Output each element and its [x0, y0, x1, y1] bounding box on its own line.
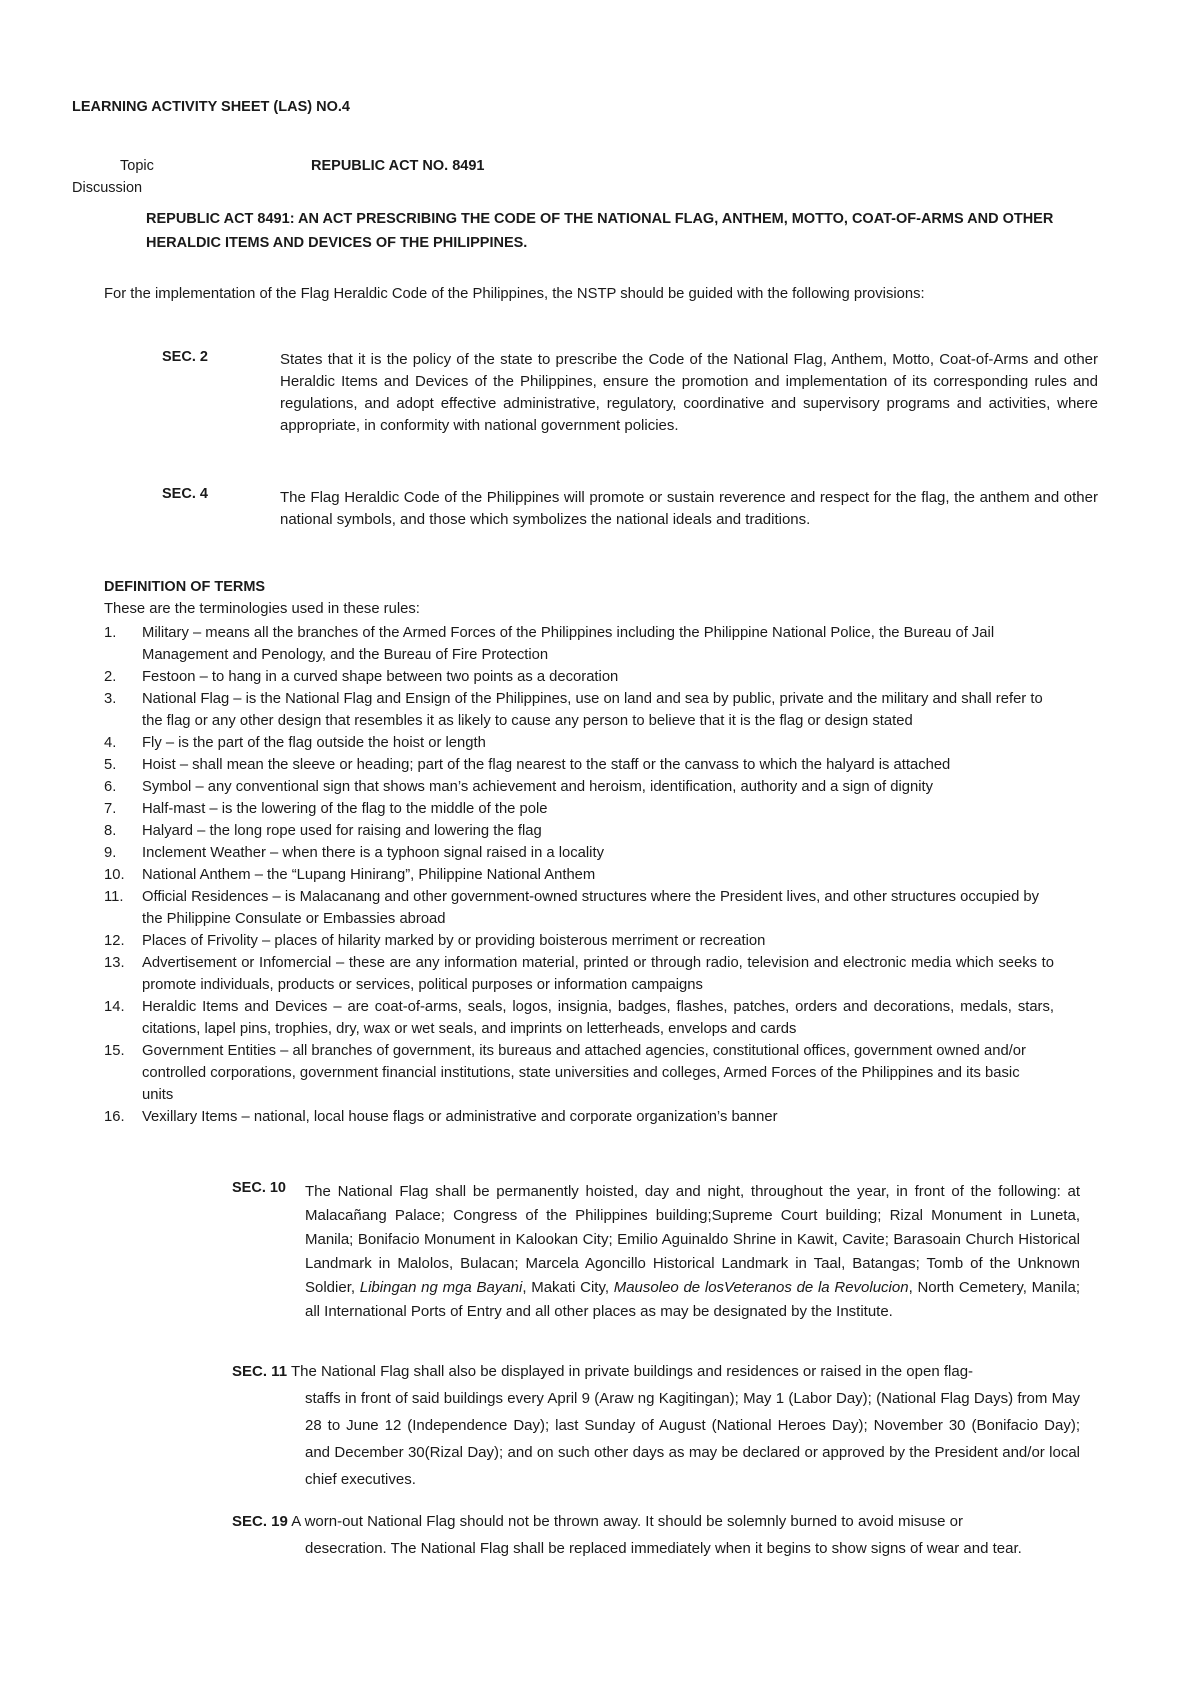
sec10-text-part: , North Cemetery, Manila; all International Ports of Entry and all other places as may be designated by the Institute. [305, 1279, 1080, 1320]
list-item [104, 952, 1054, 996]
item-number: 1. [104, 625, 117, 641]
list-item [104, 754, 1054, 776]
item-text: Heraldic Items and Devices – are coat-of-arms, seals, logos, insignia, badges, flashes, patches, orders and decorations, medals, stars, citations, lapel pins, trophies, dry, wax or wet seals, and imprints on letterheads, envelops and cards [142, 999, 1054, 1037]
list-item [104, 1040, 1054, 1106]
list-item [104, 622, 1054, 666]
list-item [104, 820, 1054, 842]
item-text: Halyard – the long rope used for raising and lowering the flag [142, 823, 542, 839]
topic-value: REPUBLIC ACT NO. 8491 [311, 158, 485, 174]
list-item [104, 886, 1054, 930]
item-text: Advertisement or Infomercial – these are any information material, printed or through radio, television and electronic media which seeks to promote individuals, products or services, political purposes or information campaigns [142, 955, 1054, 993]
list-item [104, 798, 1054, 820]
sec10-text [305, 1180, 1080, 1324]
item-number: 4. [104, 735, 117, 751]
item-number: 14. [104, 999, 125, 1015]
item-number: 10. [104, 867, 125, 883]
item-number: 6. [104, 779, 117, 795]
item-number: 15. [104, 1043, 125, 1059]
item-text: Hoist – shall mean the sleeve or heading; part of the flag nearest to the staff or the canvass to which the halyard is attached [142, 757, 951, 773]
item-text: Half-mast – is the lowering of the flag to the middle of the pole [142, 801, 548, 817]
sec19-block [232, 1508, 1100, 1562]
sec4-label: SEC. 4 [162, 486, 208, 502]
item-text: Symbol – any conventional sign that shows man’s achievement and heroism, identification, authority and a sign of dignity [142, 779, 933, 795]
item-text: National Anthem – the “Lupang Hinirang”, Philippine National Anthem [142, 867, 596, 883]
sec11-block [232, 1358, 1080, 1493]
item-number: 16. [104, 1109, 125, 1125]
sec19-label: SEC. 19 [232, 1513, 288, 1530]
sec4-text: The Flag Heraldic Code of the Philippines will promote or sustain reverence and respect for the flag, the anthem and other national symbols, and those which symbolizes the national ideals and traditions. [280, 489, 1098, 528]
definitions-heading: DEFINITION OF TERMS [104, 579, 266, 595]
sec10-text-part: , Makati City, [522, 1279, 614, 1296]
list-item [104, 776, 1054, 798]
list-item [104, 930, 1054, 952]
list-item [104, 688, 1054, 732]
item-text: Fly – is the part of the flag outside the hoist or length [142, 735, 486, 751]
item-number: 3. [104, 691, 117, 707]
item-number: 13. [104, 955, 125, 971]
sec19-text: desecration. The National Flag shall be replaced immediately when it begins to show signs of wear and tear. [305, 1540, 1022, 1557]
sec2-label: SEC. 2 [162, 349, 208, 365]
act-title: REPUBLIC ACT 8491: AN ACT PRESCRIBING THE CODE OF THE NATIONAL FLAG, ANTHEM, MOTTO, COAT-OF-ARMS AND OTHER HERALDIC ITEMS AND DEVICES OF THE PHILIPPINES. [146, 211, 1054, 251]
definitions-list [104, 622, 1054, 1128]
sec10-italic-part: Mausoleo de losVeteranos de la Revolucion [613, 1279, 909, 1296]
item-text: National Flag – is the National Flag and Ensign of the Philippines, use on land and sea by public, private and the military and shall refer to the flag or any other design that resembles it as likely to cause any person to believe that it is the flag or design stated [142, 691, 1043, 729]
item-number: 5. [104, 757, 117, 773]
sec10-text-part: The National Flag shall be permanently hoisted, day and night, throughout the year, in front of the following: at Malacañang Palace; Congress of the Philippines building;Supreme Court building; Rizal Monument in Luneta, Manila; Bonifacio Monument in Kalookan City; Emilio Aguinaldo Shrine in Kawit, Cavite; Barasoain Church Historical Landmark in Malolos, Bulacan; Marcela Agoncillo Historical Landmark in Taal, Batangas; Tomb of the Unknown Soldier, [305, 1183, 1080, 1296]
sec2-text: States that it is the policy of the state to prescribe the Code of the National Flag, Anthem, Motto, Coat-of-Arms and other Heraldic Items and Devices of the Philippines, ensure the promotion and implementation of its corresponding rules and regulations, and adopt effective administrative, regulatory, coordinative and supervisory programs and activities, where appropriate, in conformity with national government policies. [280, 351, 1098, 434]
sec10-label: SEC. 10 [232, 1180, 286, 1196]
list-item [104, 1106, 1054, 1128]
item-number: 11. [104, 889, 124, 905]
sec11-text: staffs in front of said buildings every April 9 (Araw ng Kagitingan); May 1 (Labor Day); (National Flag Days) from May 28 to June 12 (Independence Day); last Sunday of August (National Heroes Day); November 30 (Bonifacio Day); and December 30(Rizal Day); and on such other days as may be declared or approved by the President and/or local chief executives. [305, 1390, 1080, 1488]
item-text: Military – means all the branches of the Armed Forces of the Philippines including the Philippine National Police, the Bureau of Jail Management and Penology, and the Bureau of Fire Protection [142, 625, 995, 663]
list-item [104, 666, 1054, 688]
sec11-first-line: The National Flag shall also be displayed in private buildings and residences or raised in the open flag- [290, 1363, 974, 1380]
item-number: 2. [104, 669, 117, 685]
item-number: 9. [104, 845, 117, 861]
item-text: Festoon – to hang in a curved shape between two points as a decoration [142, 669, 619, 685]
list-item [104, 996, 1054, 1040]
sec11-label: SEC. 11 [232, 1363, 288, 1380]
item-number: 7. [104, 801, 117, 817]
intro-paragraph: For the implementation of the Flag Heraldic Code of the Philippines, the NSTP should be guided with the following provisions: [104, 286, 925, 302]
definitions-intro: These are the terminologies used in these rules: [104, 601, 420, 617]
list-item [104, 732, 1054, 754]
sheet-title: LEARNING ACTIVITY SHEET (LAS) NO.4 [72, 99, 350, 115]
item-text: Inclement Weather – when there is a typhoon signal raised in a locality [142, 845, 604, 861]
sec10-italic-part: Libingan ng mga Bayani [359, 1279, 523, 1296]
sec19-first-line: A worn-out National Flag should not be thrown away. It should be solemnly burned to avoid misuse or [291, 1513, 963, 1530]
topic-label: Topic [120, 158, 154, 174]
list-item [104, 842, 1054, 864]
item-text: Official Residences – is Malacanang and other government-owned structures where the President lives, and other structures occupied by the Philippine Consulate or Embassies abroad [142, 889, 1040, 927]
discussion-label: Discussion [72, 180, 143, 196]
item-number: 12. [104, 933, 125, 949]
item-text: Government Entities – all branches of government, its bureaus and attached agencies, constitutional offices, government owned and/or controlled corporations, government financial institutions, state universities and colleges, Armed Forces of the Philippines and its basic units [142, 1043, 1026, 1103]
item-text: Places of Frivolity – places of hilarity marked by or providing boisterous merriment or recreation [142, 933, 766, 949]
item-number: 8. [104, 823, 117, 839]
item-text: Vexillary Items – national, local house flags or administrative and corporate organization’s banner [142, 1109, 778, 1125]
list-item [104, 864, 1054, 886]
